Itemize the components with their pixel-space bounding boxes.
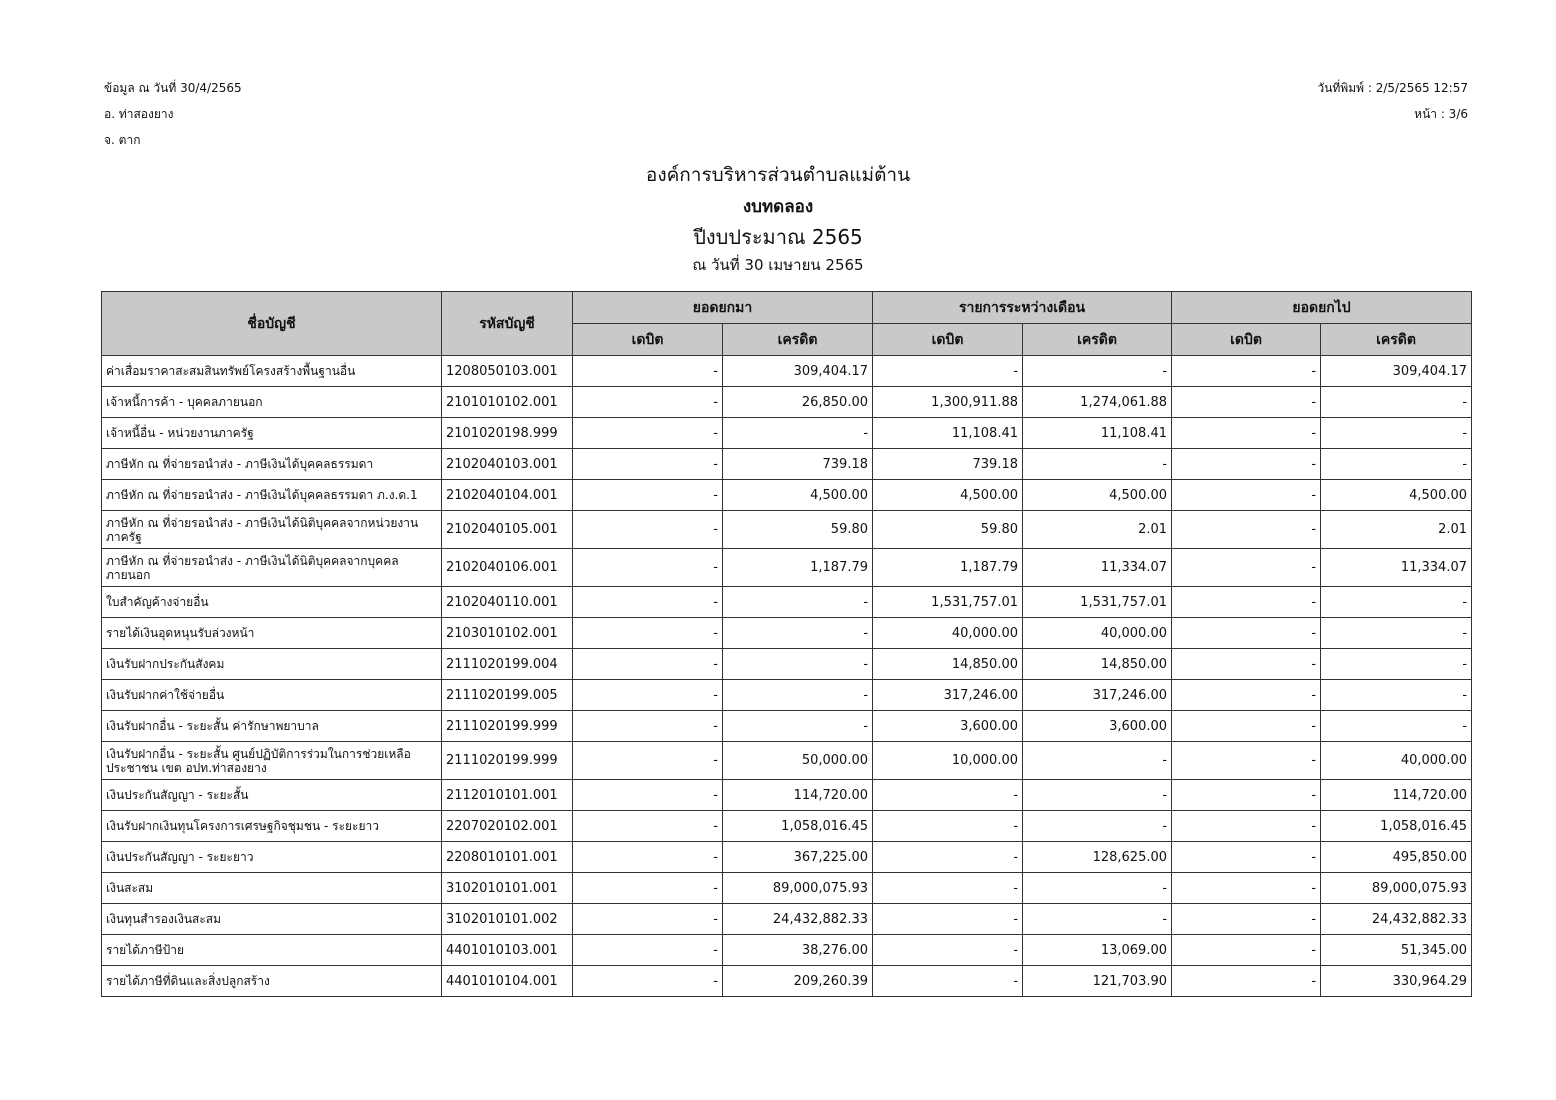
month-debit-cell: - (873, 780, 1023, 811)
report-meta-right (1317, 81, 1468, 133)
bf-credit-cell: 89,000,075.93 (723, 873, 873, 904)
bf-debit-cell: - (573, 649, 723, 680)
month-credit-cell: - (1023, 742, 1172, 780)
bf-credit-cell: 209,260.39 (723, 966, 873, 997)
bf-credit-cell: 24,432,882.33 (723, 904, 873, 935)
bf-debit-cell: - (573, 873, 723, 904)
cf-debit-cell: - (1172, 511, 1321, 549)
month-credit-cell: - (1023, 904, 1172, 935)
month-debit-cell: 1,300,911.88 (873, 387, 1023, 418)
account-name-cell: เงินรับฝากอื่น - ระยะสั้น ค่ารักษาพยาบาล (102, 711, 442, 742)
month-credit-cell: - (1023, 780, 1172, 811)
cf-debit-cell: - (1172, 966, 1321, 997)
bf-debit-cell: - (573, 387, 723, 418)
table-body (102, 356, 1472, 997)
account-name-cell: เจ้าหนี้การค้า - บุคคลภายนอก (102, 387, 442, 418)
cf-credit-cell: 309,404.17 (1321, 356, 1472, 387)
report-title: งบทดลอง (742, 197, 814, 217)
account-name-cell: เจ้าหนี้อื่น - หน่วยงานภาครัฐ (102, 418, 442, 449)
account-name-cell: ภาษีหัก ณ ที่จ่ายรอนำส่ง - ภาษีเงินได้นิติบุคคลจากหน่วยงานภาครัฐ (102, 511, 442, 549)
account-code-cell: 2102040105.001 (442, 511, 573, 549)
month-credit-cell: 11,334.07 (1023, 549, 1172, 587)
month-debit-cell: 4,500.00 (873, 480, 1023, 511)
cf-credit-cell: 1,058,016.45 (1321, 811, 1472, 842)
month-credit-cell: 128,625.00 (1023, 842, 1172, 873)
month-credit-cell: 4,500.00 (1023, 480, 1172, 511)
cf-credit-cell: 24,432,882.33 (1321, 904, 1472, 935)
header-during-month: รายการระหว่างเดือน (873, 292, 1172, 324)
account-code-cell: 4401010104.001 (442, 966, 573, 997)
fiscal-year: ปีงบประมาณ 2565 (693, 225, 863, 249)
cf-credit-cell: - (1321, 618, 1472, 649)
cf-credit-cell: - (1321, 449, 1472, 480)
header-cf-credit: เครดิต (1321, 324, 1472, 356)
month-debit-cell: - (873, 935, 1023, 966)
bf-debit-cell: - (573, 811, 723, 842)
bf-credit-cell: - (723, 711, 873, 742)
table-row (102, 780, 1472, 811)
month-credit-cell: 14,850.00 (1023, 649, 1172, 680)
cf-debit-cell: - (1172, 418, 1321, 449)
cf-credit-cell: - (1321, 587, 1472, 618)
bf-credit-cell: - (723, 418, 873, 449)
month-debit-cell: 10,000.00 (873, 742, 1023, 780)
data-date: ข้อมูล ณ วันที่ 30/4/2565 (104, 81, 242, 95)
account-name-cell: เงินประกันสัญญา - ระยะยาว (102, 842, 442, 873)
print-date: วันที่พิมพ์ : 2/5/2565 12:57 (1317, 81, 1468, 95)
header-account-name: ชื่อบัญชี (102, 292, 442, 356)
bf-debit-cell: - (573, 618, 723, 649)
account-code-cell: 2101010102.001 (442, 387, 573, 418)
cf-credit-cell: 330,964.29 (1321, 966, 1472, 997)
account-code-cell: 1208050103.001 (442, 356, 573, 387)
month-debit-cell: - (873, 356, 1023, 387)
table-row (102, 511, 1472, 549)
bf-debit-cell: - (573, 711, 723, 742)
bf-debit-cell: - (573, 780, 723, 811)
table-row (102, 449, 1472, 480)
bf-debit-cell: - (573, 449, 723, 480)
cf-debit-cell: - (1172, 742, 1321, 780)
trial-balance-table (101, 291, 1472, 997)
table-row (102, 680, 1472, 711)
cf-debit-cell: - (1172, 356, 1321, 387)
bf-debit-cell: - (573, 587, 723, 618)
account-name-cell: ใบสำคัญค้างจ่ายอื่น (102, 587, 442, 618)
account-name-cell: รายได้เงินอุดหนุนรับล่วงหน้า (102, 618, 442, 649)
month-debit-cell: 739.18 (873, 449, 1023, 480)
month-credit-cell: 317,246.00 (1023, 680, 1172, 711)
header-month-debit: เดบิต (873, 324, 1023, 356)
bf-debit-cell: - (573, 549, 723, 587)
account-code-cell: 2102040103.001 (442, 449, 573, 480)
header-month-credit: เครดิต (1023, 324, 1172, 356)
account-code-cell: 3102010101.001 (442, 873, 573, 904)
cf-debit-cell: - (1172, 649, 1321, 680)
bf-debit-cell: - (573, 842, 723, 873)
cf-credit-cell: 51,345.00 (1321, 935, 1472, 966)
account-code-cell: 2111020199.005 (442, 680, 573, 711)
cf-credit-cell: - (1321, 680, 1472, 711)
bf-credit-cell: 59.80 (723, 511, 873, 549)
account-name-cell: ค่าเสื่อมราคาสะสมสินทรัพย์โครงสร้างพื้นฐานอื่น (102, 356, 442, 387)
table-row (102, 842, 1472, 873)
month-debit-cell: 1,187.79 (873, 549, 1023, 587)
report-titles (0, 162, 1556, 276)
account-name-cell: ภาษีหัก ณ ที่จ่ายรอนำส่ง - ภาษีเงินได้บุคคลธรรมดา ภ.ง.ด.1 (102, 480, 442, 511)
cf-credit-cell: 114,720.00 (1321, 780, 1472, 811)
cf-debit-cell: - (1172, 387, 1321, 418)
cf-debit-cell: - (1172, 587, 1321, 618)
table-row (102, 742, 1472, 780)
account-code-cell: 2208010101.001 (442, 842, 573, 873)
account-code-cell: 2102040104.001 (442, 480, 573, 511)
bf-credit-cell: 309,404.17 (723, 356, 873, 387)
account-code-cell: 2103010102.001 (442, 618, 573, 649)
account-name-cell: ภาษีหัก ณ ที่จ่ายรอนำส่ง - ภาษีเงินได้นิติบุคคลจากบุคคลภายนอก (102, 549, 442, 587)
cf-credit-cell: - (1321, 649, 1472, 680)
table-row (102, 966, 1472, 997)
bf-debit-cell: - (573, 904, 723, 935)
bf-credit-cell: - (723, 587, 873, 618)
bf-credit-cell: 739.18 (723, 449, 873, 480)
account-name-cell: เงินสะสม (102, 873, 442, 904)
cf-debit-cell: - (1172, 935, 1321, 966)
table-row (102, 711, 1472, 742)
month-credit-cell: 1,274,061.88 (1023, 387, 1172, 418)
header-bf-credit: เครดิต (723, 324, 873, 356)
month-credit-cell: - (1023, 449, 1172, 480)
month-debit-cell: 59.80 (873, 511, 1023, 549)
month-credit-cell: 121,703.90 (1023, 966, 1172, 997)
bf-debit-cell: - (573, 966, 723, 997)
account-name-cell: รายได้ภาษีที่ดินและสิ่งปลูกสร้าง (102, 966, 442, 997)
account-name-cell: ภาษีหัก ณ ที่จ่ายรอนำส่ง - ภาษีเงินได้บุคคลธรรมดา (102, 449, 442, 480)
cf-debit-cell: - (1172, 480, 1321, 511)
month-credit-cell: 13,069.00 (1023, 935, 1172, 966)
cf-debit-cell: - (1172, 549, 1321, 587)
account-code-cell: 2111020199.004 (442, 649, 573, 680)
account-name-cell: เงินประกันสัญญา - ระยะสั้น (102, 780, 442, 811)
cf-credit-cell: 40,000.00 (1321, 742, 1472, 780)
month-debit-cell: 11,108.41 (873, 418, 1023, 449)
month-debit-cell: 40,000.00 (873, 618, 1023, 649)
bf-credit-cell: 367,225.00 (723, 842, 873, 873)
table-row (102, 649, 1472, 680)
cf-debit-cell: - (1172, 842, 1321, 873)
cf-debit-cell: - (1172, 780, 1321, 811)
cf-debit-cell: - (1172, 711, 1321, 742)
bf-debit-cell: - (573, 480, 723, 511)
report-meta-left (104, 81, 242, 159)
cf-credit-cell: - (1321, 711, 1472, 742)
header-bf-debit: เดบิต (573, 324, 723, 356)
month-debit-cell: - (873, 904, 1023, 935)
cf-credit-cell: - (1321, 418, 1472, 449)
cf-credit-cell: 495,850.00 (1321, 842, 1472, 873)
cf-debit-cell: - (1172, 449, 1321, 480)
table-row (102, 387, 1472, 418)
account-code-cell: 2207020102.001 (442, 811, 573, 842)
bf-credit-cell: - (723, 649, 873, 680)
table-row (102, 587, 1472, 618)
account-code-cell: 3102010101.002 (442, 904, 573, 935)
account-code-cell: 2111020199.999 (442, 742, 573, 780)
month-debit-cell: 14,850.00 (873, 649, 1023, 680)
cf-credit-cell: 4,500.00 (1321, 480, 1472, 511)
account-code-cell: 2111020199.999 (442, 711, 573, 742)
month-debit-cell: 3,600.00 (873, 711, 1023, 742)
account-code-cell: 2101020198.999 (442, 418, 573, 449)
bf-debit-cell: - (573, 356, 723, 387)
bf-debit-cell: - (573, 742, 723, 780)
district: อ. ท่าสองยาง (104, 107, 174, 121)
cf-debit-cell: - (1172, 904, 1321, 935)
account-name-cell: เงินรับฝากค่าใช้จ่ายอื่น (102, 680, 442, 711)
month-credit-cell: - (1023, 811, 1172, 842)
table-row (102, 811, 1472, 842)
month-credit-cell: 11,108.41 (1023, 418, 1172, 449)
cf-debit-cell: - (1172, 873, 1321, 904)
month-credit-cell: 2.01 (1023, 511, 1172, 549)
bf-credit-cell: 50,000.00 (723, 742, 873, 780)
bf-debit-cell: - (573, 935, 723, 966)
province: จ. ตาก (104, 133, 141, 147)
table-row (102, 904, 1472, 935)
bf-debit-cell: - (573, 511, 723, 549)
cf-debit-cell: - (1172, 811, 1321, 842)
account-name-cell: เงินทุนสำรองเงินสะสม (102, 904, 442, 935)
header-cf-debit: เดบิต (1172, 324, 1321, 356)
header-account-code: รหัสบัญชี (442, 292, 573, 356)
account-code-cell: 2102040106.001 (442, 549, 573, 587)
bf-credit-cell: 26,850.00 (723, 387, 873, 418)
cf-credit-cell: 89,000,075.93 (1321, 873, 1472, 904)
month-debit-cell: - (873, 811, 1023, 842)
month-debit-cell: - (873, 966, 1023, 997)
month-credit-cell: 1,531,757.01 (1023, 587, 1172, 618)
bf-debit-cell: - (573, 418, 723, 449)
table-row (102, 549, 1472, 587)
bf-credit-cell: 1,058,016.45 (723, 811, 873, 842)
table-row (102, 418, 1472, 449)
as-of-date: ณ วันที่ 30 เมษายน 2565 (692, 256, 864, 274)
account-code-cell: 4401010103.001 (442, 935, 573, 966)
bf-credit-cell: - (723, 680, 873, 711)
header-carried-forward: ยอดยกไป (1172, 292, 1472, 324)
month-debit-cell: - (873, 873, 1023, 904)
month-credit-cell: 40,000.00 (1023, 618, 1172, 649)
month-credit-cell: 3,600.00 (1023, 711, 1172, 742)
bf-credit-cell: 114,720.00 (723, 780, 873, 811)
month-debit-cell: 1,531,757.01 (873, 587, 1023, 618)
bf-credit-cell: 4,500.00 (723, 480, 873, 511)
account-name-cell: รายได้ภาษีป้าย (102, 935, 442, 966)
bf-credit-cell: 38,276.00 (723, 935, 873, 966)
month-credit-cell: - (1023, 873, 1172, 904)
account-name-cell: เงินรับฝากประกันสังคม (102, 649, 442, 680)
cf-debit-cell: - (1172, 680, 1321, 711)
account-code-cell: 2102040110.001 (442, 587, 573, 618)
cf-debit-cell: - (1172, 618, 1321, 649)
month-debit-cell: - (873, 842, 1023, 873)
account-code-cell: 2112010101.001 (442, 780, 573, 811)
bf-debit-cell: - (573, 680, 723, 711)
cf-credit-cell: - (1321, 387, 1472, 418)
cf-credit-cell: 2.01 (1321, 511, 1472, 549)
table-row (102, 618, 1472, 649)
account-name-cell: เงินรับฝากอื่น - ระยะสั้น ศูนย์ปฏิบัติการร่วมในการช่วยเหลือประชาชน เขต อปท.ท่าสองยาง (102, 742, 442, 780)
page-number: หน้า : 3/6 (1414, 107, 1468, 121)
account-name-cell: เงินรับฝากเงินทุนโครงการเศรษฐกิจชุมชน - ระยะยาว (102, 811, 442, 842)
bf-credit-cell: - (723, 618, 873, 649)
bf-credit-cell: 1,187.79 (723, 549, 873, 587)
header-brought-forward: ยอดยกมา (573, 292, 873, 324)
table-row (102, 935, 1472, 966)
month-debit-cell: 317,246.00 (873, 680, 1023, 711)
table-row (102, 356, 1472, 387)
cf-credit-cell: 11,334.07 (1321, 549, 1472, 587)
org-name: องค์การบริหารส่วนตำบลแม่ต้าน (645, 164, 911, 186)
month-credit-cell: - (1023, 356, 1172, 387)
table-row (102, 873, 1472, 904)
table-row (102, 480, 1472, 511)
